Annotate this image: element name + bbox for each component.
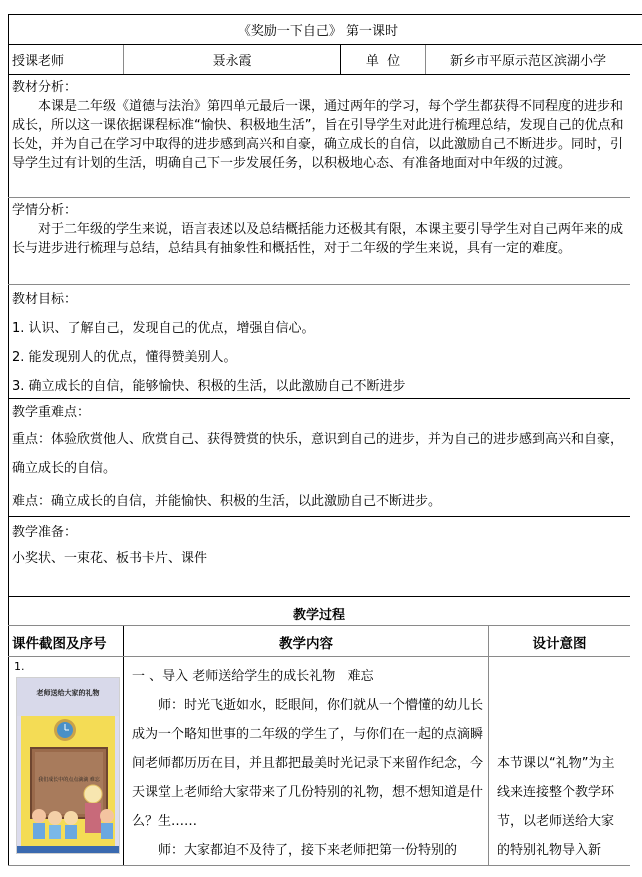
content-cell [123,657,488,865]
intent-cell [488,657,630,865]
student-analysis-body: 对于二年级的学生来说，语言表述以及总结概括能力还极其有限，本课主要引导学生对自己两年来的成长与进步进行梳理与总结，总结具有抽象性和概括性，对于二年级的学生来说，具有一定的难度。 [12,222,624,256]
unit-value: 新乡市平原示范区滨湖小学 [425,45,630,74]
preparation-section [8,516,630,596]
key-points-heading: 教学重难点： [12,405,91,420]
slide-illustration-icon [17,678,119,853]
objective-item-1: 1. 认识、了解自己，发现自己的优点，增强自信心。 [12,321,315,336]
process-row-1 [8,656,630,866]
col-header-content: 教学内容 [123,626,488,656]
objectives-section [8,284,630,398]
preparation-body: 小奖状、一束花、板书卡片、课件 [12,551,208,566]
key-point-text: 重点：体验欣赏他人、欣赏自己、获得赞赏的快乐，意识到自己的进步，并为自己的进步感到高兴和自豪，确立成长的自信。 [12,432,624,476]
preparation-heading: 教学准备： [12,525,78,540]
unit-label: 单 位 [340,45,425,74]
content-paragraph-1: 师：时光飞逝如水，眨眼间，你们就从一个懵懂的幼儿长成为一个略知世事的二年级的学生了，与你们在一起的点滴瞬间老师都历历在目，并且都把最美时光记录下来留作纪念，今天课堂上老师给大家带来了几份特别的礼物，想不想知道是什么？生…… [132,698,484,829]
material-analysis-heading: 教材分析： [12,80,78,95]
title-row [8,14,642,44]
student-analysis-section [8,197,630,284]
teacher-label: 授课老师 [12,54,65,69]
process-heading: 教学过程 [292,608,345,623]
teacher-row [8,44,642,74]
material-analysis-section [8,74,630,197]
content-intro-heading: 一 、导入 老师送给学生的成长礼物 难忘 [132,669,374,684]
slide-cell [8,657,123,865]
slide-number: 1. [14,660,25,673]
slide-title: 老师送给大家的礼物 [36,689,100,697]
col-header-intent: 设计意图 [488,626,630,656]
slide-caption: 我们成长中的点点滴滴 难忘 [38,777,100,783]
objectives-heading: 教材目标： [12,292,78,307]
lesson-plan-document [8,14,642,866]
slide-thumbnail[interactable] [16,677,120,854]
col-header-slide: 课件截图及序号 [12,636,107,652]
content-paragraph-2: 师：大家都迫不及待了，接下来老师把第一份特别的 [158,843,458,858]
process-columns-row [8,625,630,656]
process-header-row [8,596,630,625]
material-analysis-body: 本课是二年级《道德与法治》第四单元最后一课，通过两年的学习，每个学生都获得不同程度的进步和成长，所以这一课依据课程标准“愉快、积极地生活”，旨在引导学生对此进行梳理总结，发现自己的优点和长处，并为自己在学习中取得的进步感到高兴和自豪，确立成长的自信，以此激励自己不断进步。同时，引导学生过有计划的生活，明确自己下一步发展任务，以积极地心态、有准备地面对中年级的过渡。 [12,99,624,171]
objective-item-2: 2. 能发现别人的优点，懂得赞美别人。 [12,350,237,365]
difficult-point-text: 难点：确立成长的自信，并能愉快、积极的生活，以此激励自己不断进步。 [12,494,442,509]
student-analysis-heading: 学情分析： [12,203,78,218]
teacher-name: 聂永霞 [123,45,340,74]
lesson-title: 《奖励一下自己》 第一课时 [237,24,399,39]
objective-item-3: 3. 确立成长的自信，能够愉快、积极的生活，以此激励自己不断进步 [12,379,406,394]
intent-text: 本节课以“礼物”为主线来连接整个教学环节，以老师送给大家的特别礼物导入新 [497,756,615,858]
key-points-section [8,398,630,516]
